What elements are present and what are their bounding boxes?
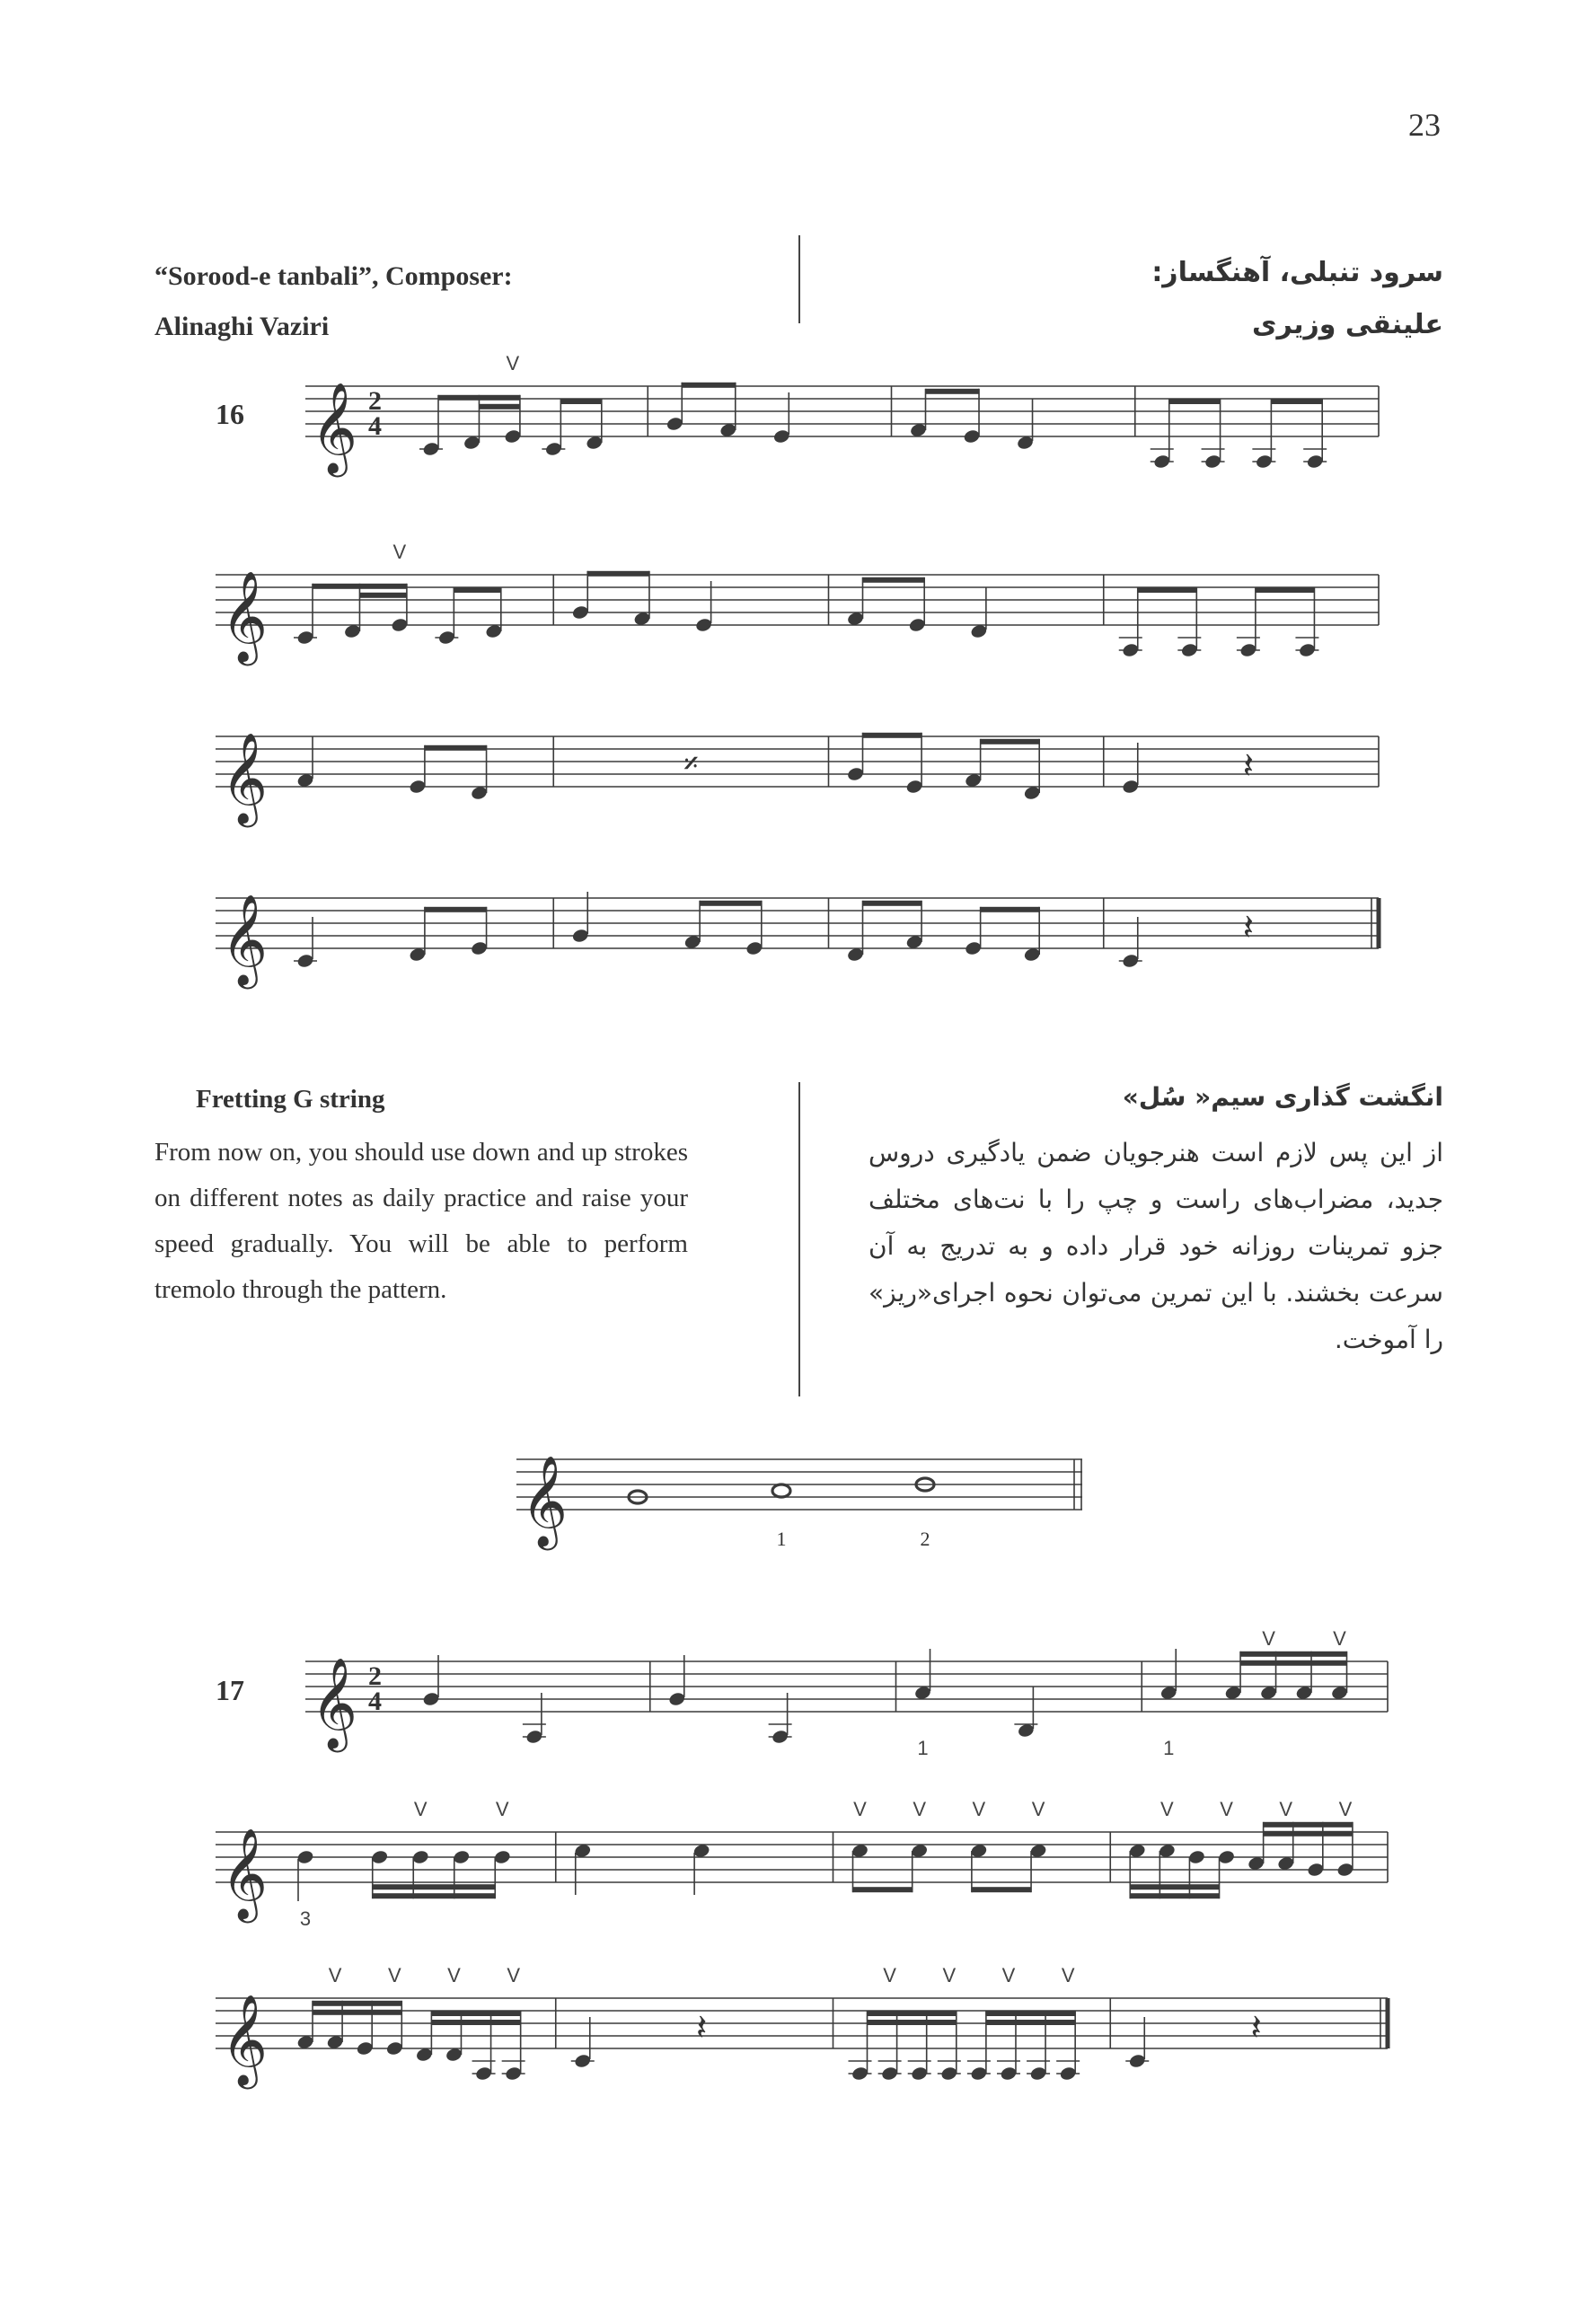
beam-primary [1264,1822,1353,1828]
staff [516,1459,1082,1510]
fingering-number: 1 [1163,1737,1175,1759]
up-stroke-mark: V [883,1964,896,1986]
time-signature-top: 2 [368,1661,382,1691]
note-head [1204,454,1221,470]
note-head [1239,642,1257,658]
treble-clef-icon: 𝄞 [221,893,269,985]
beam-secondary [868,2020,957,2025]
up-stroke-mark: V [1160,1798,1174,1820]
beam-secondary [986,2020,1075,2025]
note-head [544,441,562,457]
page-number: 23 [1408,107,1441,143]
whole-note-head [772,1484,790,1497]
up-stroke-mark: V [942,1964,957,1986]
note-head [970,2066,988,2082]
note-head [772,428,790,445]
note-head [1029,2066,1047,2082]
beam-secondary [1264,1831,1353,1837]
note-head [422,441,440,457]
note-head [1122,779,1140,795]
note-head [493,1849,511,1865]
beam-primary [700,901,762,906]
note-head [571,604,589,621]
up-stroke-mark: V [392,541,407,563]
up-stroke-mark: V [1338,1798,1353,1820]
note-head [745,940,763,956]
beam-secondary [479,404,519,410]
piece-title-en-line1: “Sorood-e tanbali”, Composer: [154,261,513,291]
measure-repeat-icon: 𝄎 [683,746,699,782]
up-stroke-mark: V [413,1798,428,1820]
exercise-number-16: 16 [216,398,244,430]
beam-primary [863,577,925,583]
treble-clef-icon: 𝄞 [221,1827,269,1919]
up-stroke-mark: V [913,1798,927,1820]
note-head [1180,642,1198,658]
note-head [422,1691,440,1707]
quarter-rest-icon: 𝄽 [1250,2007,1262,2048]
note-head [371,1849,389,1865]
note-head [694,617,712,633]
note-head [846,766,864,782]
piece-composer-en: Alinaghi Vaziri [154,312,330,341]
note-head [1306,454,1324,470]
beam-primary [373,1893,496,1898]
staff [216,575,1379,625]
piece-composer-fa: علینقی وزیری [1252,309,1443,340]
note-head [1336,1862,1354,1878]
note-head [296,1849,314,1865]
note-head [880,2066,898,2082]
note-head [296,953,314,969]
staff [305,386,1379,436]
quarter-rest-icon: 𝄽 [1242,907,1254,948]
time-signature-bottom: 4 [368,411,382,441]
up-stroke-mark: V [387,1964,401,1986]
note-head [391,617,409,633]
note-head [296,630,314,646]
beam-primary [431,2011,520,2016]
beam-primary [1169,399,1221,404]
note-head [1255,454,1273,470]
note-head [964,940,982,956]
treble-clef-icon: 𝄞 [311,1656,358,1748]
note-head [668,1691,686,1707]
beam-primary [587,571,649,577]
up-stroke-mark: V [1031,1798,1045,1820]
up-stroke-mark: V [1279,1798,1293,1820]
treble-clef-icon: 𝄞 [521,1454,569,1546]
up-stroke-mark: V [506,352,520,374]
note-head [411,1849,429,1865]
beam-primary [1138,587,1197,593]
note-head [905,779,923,795]
up-stroke-mark: V [1333,1627,1346,1650]
section-body-fa: از این پس لازم است هنرجویان ضمن یادگیری دروس جدید، مضراب‌های راست و چپ را با نت‌های مختلف جزو تمرینات روزانه خود قرار داده و به تدریج به آن سرعت بخشند. با این تمرین می‌توان نحوه اجرای«ریز» را آموخت. [869,1138,1443,1354]
section-body-en: From now on, you should use down and up strokes on different notes as daily practice and raise your speed gradually. You will be able to perform tremolo through the pattern. [154,1138,688,1304]
note-head [771,1729,789,1745]
staff [216,736,1379,787]
up-stroke-mark: V [1262,1627,1275,1650]
beam-secondary [359,593,406,598]
up-stroke-mark: V [328,1964,342,1986]
note-head [1059,2066,1077,2082]
treble-clef-icon: 𝄞 [311,381,358,473]
up-stroke-mark: V [507,1964,520,1986]
beam-secondary [1240,1660,1346,1666]
note-head [1122,953,1140,969]
time-signature-bottom: 4 [368,1687,382,1716]
beam-primary [986,2011,1075,2016]
note-head [908,617,926,633]
beam-primary [438,395,520,401]
up-stroke-mark: V [1001,1964,1016,1986]
quarter-rest-icon: 𝄽 [696,2007,708,2048]
note-head [851,2066,869,2082]
note-head [1153,454,1171,470]
piece-title-fa-line1: سرود تنبلی، آهنگساز: [1151,257,1443,288]
beam-primary [1256,587,1315,593]
note-head [474,2066,492,2082]
note-head [571,928,589,944]
beam-primary [1240,1652,1346,1657]
note-head [1128,2053,1146,2069]
up-stroke-mark: V [1220,1798,1233,1820]
note-head [356,2040,374,2057]
beam-primary [926,389,980,394]
beam-secondary [1130,1884,1219,1889]
up-stroke-mark: V [1061,1964,1075,1986]
up-stroke-mark: V [495,1798,509,1820]
beam-primary [313,584,407,589]
beam-primary [972,1887,1031,1892]
beam-primary [682,383,736,388]
up-stroke-mark: V [972,1798,986,1820]
beam-primary [454,587,500,593]
time-signature-top: 2 [368,386,382,416]
note-head [1217,1849,1235,1865]
fingering-number: 1 [917,1737,929,1759]
note-head [525,1729,543,1745]
fingering-number: 3 [299,1907,312,1930]
beam-primary [425,745,487,751]
note-head [574,2053,592,2069]
note-head [940,2066,958,2082]
treble-clef-icon: 𝄞 [221,1993,269,2085]
section-heading-en: Fretting G string [196,1085,385,1114]
fingering-number: 2 [920,1528,930,1550]
up-stroke-mark: V [447,1964,461,1986]
beam-primary [981,739,1040,744]
beam-primary [425,907,487,912]
beam-primary [863,733,922,738]
section-heading-fa: انگشت گذاری سیم« سُل» [1122,1082,1443,1112]
note-head [666,416,683,432]
beam-primary [981,907,1040,912]
note-head [1000,2066,1018,2082]
note-head [504,2066,522,2082]
treble-clef-icon: 𝄞 [221,569,269,662]
beam-primary [1271,399,1322,404]
note-head [504,428,522,445]
note-head [409,779,427,795]
note-head [453,1849,471,1865]
quarter-rest-icon: 𝄽 [1242,745,1254,787]
beam-primary [1130,1893,1219,1898]
note-head [963,428,981,445]
note-head [910,2066,928,2082]
beam-primary [853,1887,913,1892]
beam-secondary [373,1884,496,1889]
beam-primary [868,2011,957,2016]
note-head [1187,1849,1205,1865]
fingering-number: 1 [776,1528,787,1550]
treble-clef-icon: 𝄞 [221,731,269,824]
note-head [470,940,488,956]
beam-primary [560,399,601,404]
staff [305,1661,1388,1712]
beam-primary [313,2001,401,2006]
note-head [1122,642,1140,658]
beam-secondary [431,2020,520,2025]
note-head [1307,1862,1325,1878]
staff [216,898,1379,948]
beam-primary [863,901,922,906]
note-head [385,2040,403,2057]
exercise-number-17: 17 [216,1674,244,1706]
beam-secondary [313,2010,401,2015]
note-head [437,630,455,646]
note-head [1298,642,1316,658]
up-stroke-mark: V [853,1798,867,1820]
staff [216,1832,1388,1882]
